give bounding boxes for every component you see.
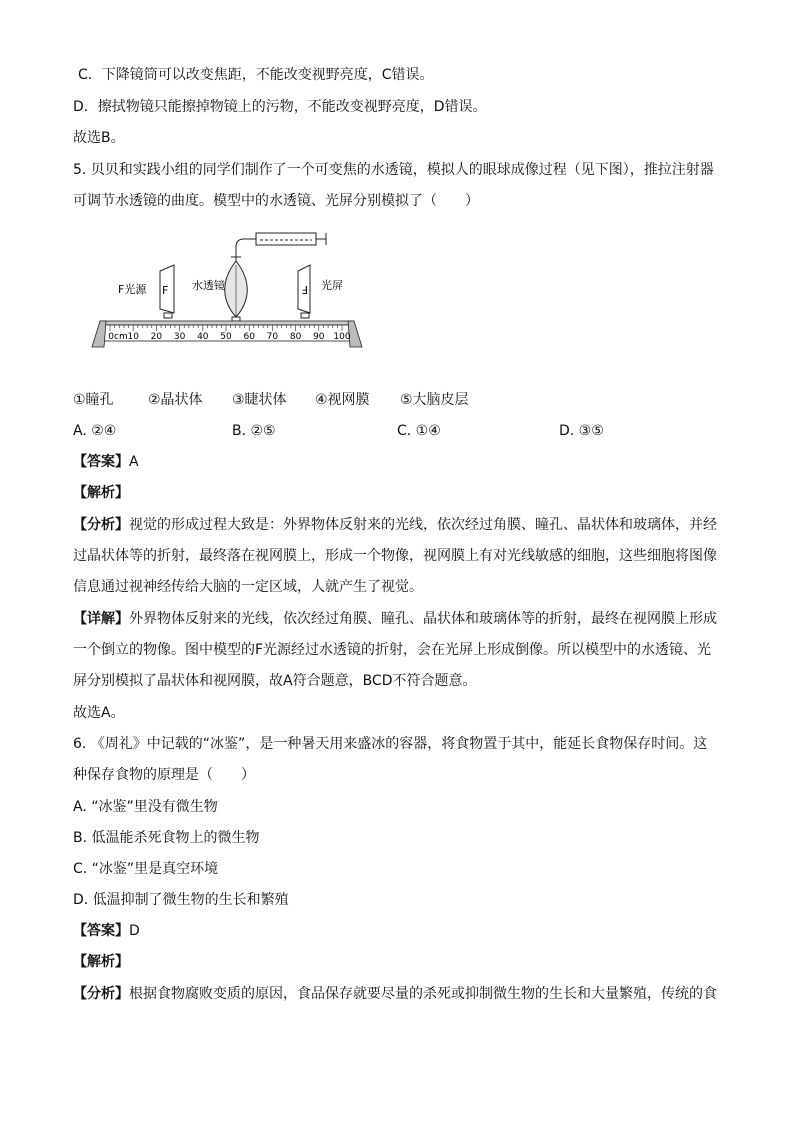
text-line: D．擦拭物镜只能擦掉物镜上的污物，不能改变视野亮度，D错误。 [73,99,487,115]
choice-c: C. ①④ [397,423,441,439]
choice-c: C. “冰鉴”里是真空环境 [73,861,219,877]
fenxi-text: 根据食物腐败变质的原因，食品保存就要尽量的杀死或抑制微生物的生长和大量繁殖，传统的食 [129,986,717,1002]
xiangjie-text: 外界物体反射来的光线，依次经过角膜、瞳孔、晶状体和玻璃体等的折射，最终在视网膜上形成 [129,611,717,627]
choice-d: D. ③⑤ [559,423,604,439]
light-source [160,265,174,313]
choice-d: D. 低温抑制了微生物的生长和繁殖 [73,892,289,908]
structure-item: ①瞳孔 [73,392,114,408]
question-6-stem: 种保存食物的原理是（ ） [73,767,255,783]
analysis-line [73,515,717,535]
ruler-label: 40 [197,332,209,342]
fenxi-tag: 【分析】 [73,517,129,533]
screen-image-letter: F [301,283,308,296]
answer-line [73,921,140,941]
water-lens-figure [86,225,366,357]
analysis-line: 信息通过视神经传给大脑的一定区域，人就产生了视觉。 [73,579,423,595]
analysis-tag: 【解析】 [73,485,129,501]
light-source-letter: F [162,284,169,297]
ruler-label: 70 [266,332,279,342]
ruler-label: 0cm [108,332,128,342]
fenxi-text: 视觉的形成过程大致是：外界物体反射来的光线，依次经过角膜、瞳孔、晶状体和玻璃体，并经 [129,517,717,533]
syringe [236,233,326,265]
answer-tag: 【答案】 [73,454,129,470]
analysis-tag: 【解析】 [73,954,129,970]
label-water-lens: 水透镜 [192,279,225,292]
choice-b: B. ②⑤ [232,423,276,439]
answer-tag: 【答案】 [73,923,129,939]
question-6-stem: 6. 《周礼》中记载的“冰鉴”，是一种暑天用来盛冰的容器，将食物置于其中，能延长食物保存时间。这 [73,736,708,752]
text-line: 故选B。 [73,130,125,146]
choice-a: A. ②④ [73,423,117,439]
screen [298,265,310,313]
ruler-label: 20 [150,332,163,342]
water-lens [225,255,248,317]
question-5-stem: 5. 贝贝和实践小组的同学们制作了一个可变焦的水透镜，模拟人的眼球成像过程（见下图），推拉注射器 [73,162,714,178]
answer-value: A [129,454,139,470]
conclusion-line: 故选A。 [73,705,125,721]
structure-item: ④视网膜 [315,392,370,408]
choice-b: B. 低温能杀死食物上的微生物 [73,830,260,846]
analysis-line: 过晶状体等的折射，最终落在视网膜上，形成一个物像，视网膜上有对光线敏感的细胞，这些细胞将图像 [73,548,717,564]
choice-a: A. “冰鉴”里没有微生物 [73,799,218,815]
text-line: C．下降镜筒可以改变焦距，不能改变视野亮度，C错误。 [78,67,434,83]
structure-item: ③睫状体 [232,392,287,408]
structure-item: ②晶状体 [148,392,203,408]
detail-line: 屏分别模拟了晶状体和视网膜，故A符合题意，BCD不符合题意。 [73,673,477,689]
answer-value: D [129,923,140,939]
label-light-source: F光源 [118,283,147,296]
detail-line: 一个倒立的物像。图中模型的F光源经过水透镜的折射，会在光屏上形成倒像。所以模型中的水透镜、光 [73,642,712,658]
analysis-line [73,984,717,1004]
detail-line [73,609,717,629]
answer-line [73,452,139,472]
question-5-stem: 可调节水透镜的曲度。模型中的水透镜、光屏分别模拟了（ ） [73,193,479,209]
ruler-label: 80 [289,332,302,342]
ruler-label: 50 [220,332,232,342]
ruler-label: 10 [127,332,139,342]
ruler-label: 30 [173,332,186,342]
label-screen: 光屏 [321,279,343,292]
xiangjie-tag: 【详解】 [73,611,129,627]
structure-item: ⑤大脑皮层 [400,392,469,408]
ruler-label: 100 [333,332,351,342]
ruler-label: 60 [243,332,255,342]
ruler-label: 90 [313,332,325,342]
fenxi-tag: 【分析】 [73,986,129,1002]
